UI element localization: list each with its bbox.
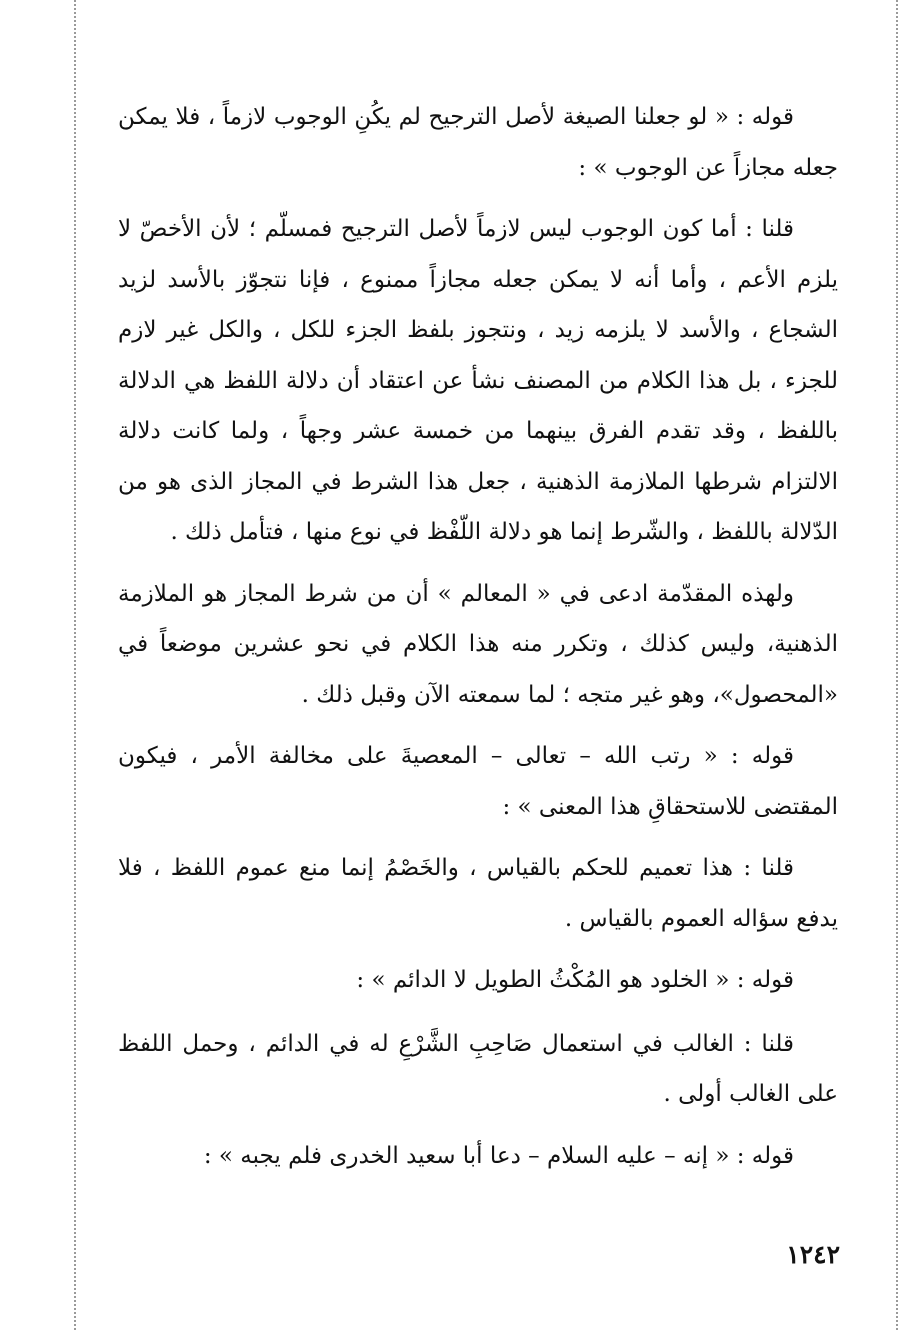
paragraph-8: قوله : « إنه – عليه السلام – دعا أبا سعيد الخدرى فلم يجبه » :	[203, 1142, 794, 1169]
page-body	[118, 92, 838, 1194]
paragraph-7: قلنا : الغالب في استعمال صَاحِبِ الشَّرْعِ له في الدائم ، وحمل اللفظ على الغالب أولى .	[118, 1030, 838, 1107]
paragraph-2: قلنا : أما كون الوجوب ليس لازماً لأصل الترجيح فمسلّم ؛ لأن الأخصّ لا يلزم الأعم ، وأما أنه لا يمكن جعله مجازاً ممنوع ، فإنا نتجوّز بالأسد لزيد الشجاع ، والأسد لا يلزمه زيد ، ونتجوز بلفظ الجزء للكل ، والكل غير لازم للجزء ، بل هذا الكلام من المصنف نشأ عن اعتقاد أن دلالة اللفظ هي الدلالة باللفظ ، وقد تقدم الفرق بينهما من خمسة عشر وجهاً ، ولما كانت دلالة الالتزام شرطها الملازمة الذهنية ، جعل هذا الشرط في المجاز الذى هو من الدّلالة باللفظ ، والشّرط إنما هو دلالة اللّفْظ في نوع منها ، فتأمل ذلك .	[118, 216, 838, 545]
paragraph-6: قوله : « الخلود هو المُكْثُ الطويل لا الدائم » :	[356, 967, 794, 993]
paragraph-5: قلنا : هذا تعميم للحكم بالقياس ، والخَصْمُ إنما منع عموم اللفظ ، فلا يدفع سؤاله العموم بالقياس .	[118, 855, 838, 932]
left-margin-dotted-rule	[74, 0, 76, 1330]
right-margin-dotted-rule	[896, 0, 898, 1330]
paragraph-4: قوله : « رتب الله – تعالى – المعصيةَ على مخالفة الأمر ، فيكون المقتضى للاستحقاقِ هذا المعنى » :	[118, 743, 838, 820]
paragraph-3: ولهذه المقدّمة ادعى في « المعالم » أن من شرط المجاز هو الملازمة الذهنية، وليس كذلك ، وتكرر منه هذا الكلام في نحو عشرين موضعاً في «المحصول»، وهو غير متجه ؛ لما سمعته الآن وقبل ذلك .	[118, 580, 838, 708]
page-number: ١٢٤٢	[786, 1240, 840, 1269]
paragraph-1: قوله : « لو جعلنا الصيغة لأصل الترجيح لم يكُنِ الوجوب لازماً ، فلا يمكن جعله مجازاً عن الوجوب » :	[118, 104, 838, 181]
